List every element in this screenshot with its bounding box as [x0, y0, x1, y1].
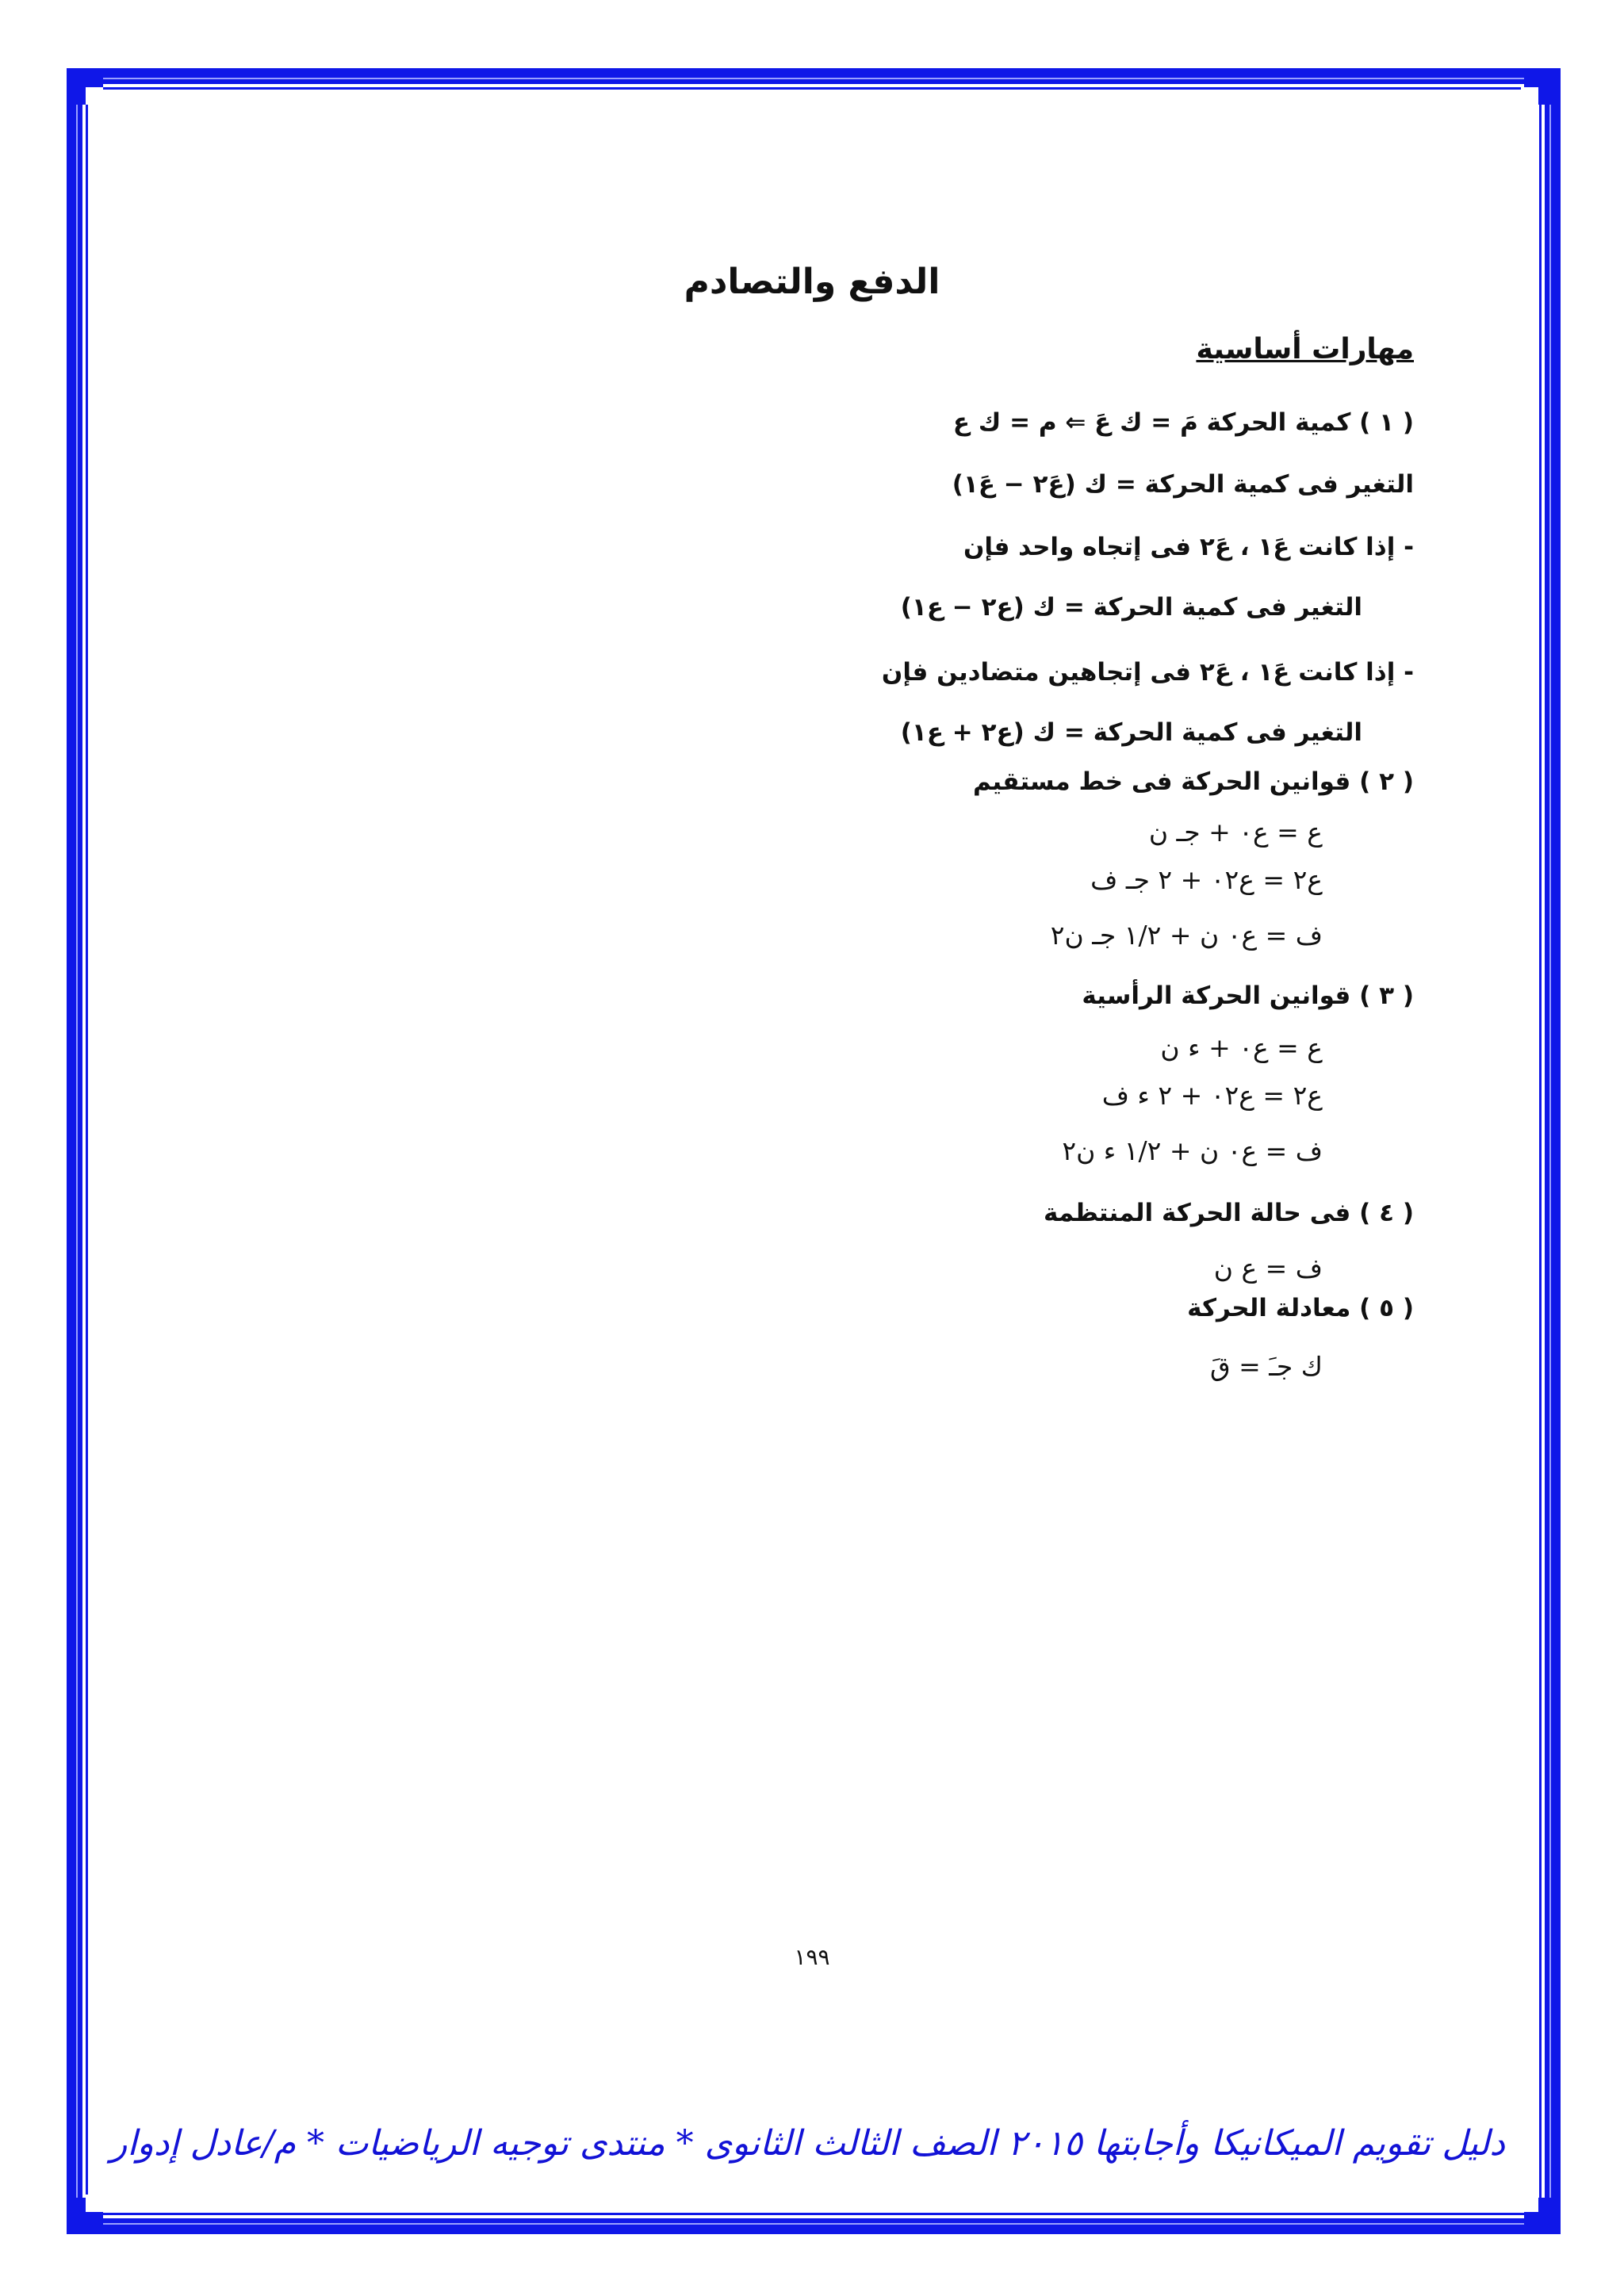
equation: ف = ع٠ ن + ١/٢ جـ ن٢ — [1050, 920, 1323, 951]
border-corner-cut — [1521, 87, 1538, 105]
opposite-direction-condition: - إذا كانت عَ١ ، عَ٢ فى إتجاهين متضادين فإن — [881, 658, 1414, 687]
section-3-heading: ( ٣ ) قوانين الحركة الرأسية — [1082, 982, 1414, 1010]
border-corner-cut — [1521, 2195, 1538, 2212]
border-corner-cut — [86, 2195, 103, 2212]
equation: ك جـَ = قَ — [1210, 1351, 1323, 1382]
page-border-inner — [86, 87, 1542, 2215]
page-title: الدفع والتصادم — [684, 262, 940, 302]
equation: ع٢ = ع٠٢ + ٢ جـ ف — [1090, 864, 1323, 895]
momentum-change-vector: التغير فى كمية الحركة = ك (عَ٢ − عَ١) — [952, 470, 1414, 499]
equation: ف = ع٠ ن + ١/٢ ء ن٢ — [1062, 1135, 1323, 1166]
border-corner-cut — [86, 87, 103, 105]
momentum-change-same-direction: التغير فى كمية الحركة = ك (ع٢ − ع١) — [900, 593, 1362, 622]
same-direction-condition: - إذا كانت عَ١ ، عَ٢ فى إتجاه واحد فإن — [963, 533, 1414, 561]
page-number: ١٩٩ — [794, 1944, 830, 1970]
section-4-heading: ( ٤ ) فى حالة الحركة المنتظمة — [1044, 1199, 1414, 1227]
equation: ع٢ = ع٠٢ + ٢ ء ف — [1101, 1080, 1323, 1111]
momentum-definition: ( ١ ) كمية الحركة مَ = ك عَ ⇐ م = ك ع — [952, 408, 1414, 437]
equation: ع = ع٠ + جـ ن — [1148, 817, 1323, 848]
momentum-change-opposite-direction: التغير فى كمية الحركة = ك (ع٢ + ع١) — [900, 718, 1362, 747]
equation: ع = ع٠ + ء ن — [1160, 1032, 1323, 1063]
section-2-heading: ( ٢ ) قوانين الحركة فى خط مستقيم — [973, 767, 1414, 796]
page-footer: دليل تقويم الميكانيكا وأجابتها ٢٠١٥ الصف الثالث الثانوى * منتدى توجيه الرياضيات * م/عادل إدوار — [110, 2123, 1505, 2164]
section-5-heading: ( ٥ ) معادلة الحركة — [1187, 1294, 1414, 1322]
section-heading: مهارات أساسية — [1196, 333, 1414, 365]
equation: ف = ع ن — [1213, 1253, 1323, 1284]
